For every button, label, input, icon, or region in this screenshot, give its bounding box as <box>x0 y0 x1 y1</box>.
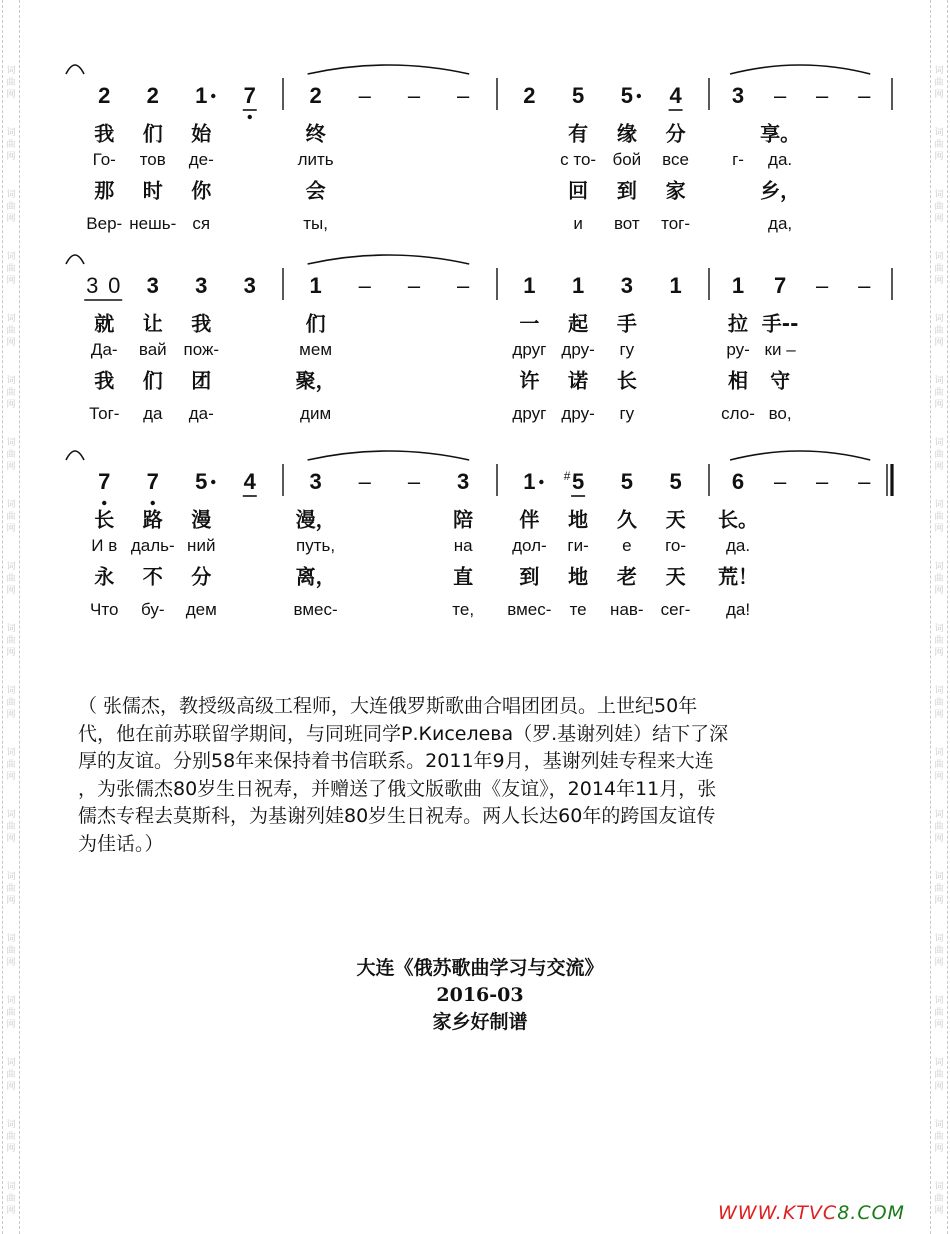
watermark-glyph: 网 <box>6 462 16 472</box>
watermark-glyph: 网 <box>6 648 16 658</box>
sustain-dash: – <box>858 273 871 298</box>
lyric-chinese: 天 <box>665 564 686 589</box>
lyric-russian: ки – <box>764 340 796 359</box>
lyric-russian: бу- <box>140 600 165 619</box>
watermark-glyph: 曲 <box>934 140 944 150</box>
watermark-glyph: 曲 <box>6 140 16 150</box>
lyric-chinese: 直 <box>453 564 474 589</box>
watermark-glyph: 网 <box>934 276 944 286</box>
lyric-russian: да- <box>188 404 214 423</box>
sustain-dash: – <box>407 469 421 494</box>
watermark-glyph: 曲 <box>934 698 944 708</box>
watermark-glyph: 词 <box>934 810 944 820</box>
lyric-chinese: 地 <box>568 507 589 532</box>
note-digit: 4 <box>243 469 256 494</box>
sustain-dash: – <box>773 83 787 108</box>
lyric-chinese: 拉 <box>728 311 749 336</box>
lyric-russian: друг <box>512 404 547 423</box>
note-digit: 3 <box>86 273 99 298</box>
watermark-glyph: 词 <box>6 438 16 448</box>
watermark-glyph: 网 <box>934 896 944 906</box>
lyric-chinese: 时 <box>142 178 163 203</box>
note-digit: 5 <box>571 469 585 494</box>
note-digit: 5 <box>195 469 208 494</box>
lyric-chinese: 离， <box>295 564 336 589</box>
lyric-russian: нав- <box>610 600 644 619</box>
lyric-russian: да. <box>768 150 793 169</box>
lyric-chinese: 荒！ <box>718 564 759 589</box>
watermark-glyph: 曲 <box>6 574 16 584</box>
watermark-glyph: 词 <box>934 438 944 448</box>
lyric-chinese: 到 <box>616 178 637 203</box>
lyric-russian: пож- <box>183 340 220 359</box>
watermark-glyph: 词 <box>934 500 944 510</box>
lyric-russian: г- <box>732 150 744 169</box>
lyric-chinese: 聚， <box>295 368 336 393</box>
lyric-russian: ты, <box>303 214 328 233</box>
lyric-russian: е <box>622 536 632 555</box>
note-digit: 1 <box>523 469 536 494</box>
watermark-glyph: 曲 <box>6 202 16 212</box>
lyric-russian: тог- <box>661 214 691 233</box>
site-logo-part2: 8.COM <box>837 1202 905 1224</box>
watermark-glyph: 词 <box>6 562 16 572</box>
lyric-chinese: 乡， <box>760 178 801 203</box>
note-digit: 5 <box>620 83 633 108</box>
watermark-glyph: 网 <box>934 214 944 224</box>
watermark-glyph: 曲 <box>934 822 944 832</box>
watermark-glyph: 词 <box>934 624 944 634</box>
note-digit: 3 <box>309 469 322 494</box>
watermark-glyph: 网 <box>934 958 944 968</box>
note-digit: 6 <box>731 469 745 494</box>
sustain-dash: – <box>407 83 421 108</box>
lyric-chinese: 不 <box>142 564 163 589</box>
watermark-glyph: 词 <box>934 934 944 944</box>
lyric-russian: на <box>453 536 473 555</box>
watermark-glyph: 网 <box>6 958 16 968</box>
watermark-glyph: 网 <box>934 586 944 596</box>
watermark-glyph: 网 <box>6 152 16 162</box>
watermark-glyph: 网 <box>6 276 16 286</box>
watermark-glyph: 曲 <box>934 1008 944 1018</box>
watermark-glyph: 词 <box>934 748 944 758</box>
lyric-chinese: 分 <box>665 121 686 146</box>
watermark-glyph: 网 <box>934 524 944 534</box>
sustain-dash: – <box>457 83 470 108</box>
lyric-russian: да, <box>768 214 793 233</box>
watermark-glyph: 曲 <box>6 264 16 274</box>
watermark-glyph: 曲 <box>934 264 944 274</box>
lyric-chinese: 天 <box>665 507 686 532</box>
lyric-chinese: 长 <box>94 507 115 532</box>
watermark-glyph: 网 <box>934 338 944 348</box>
watermark-glyph: 词 <box>6 996 16 1006</box>
lyric-russian: гу <box>619 404 635 423</box>
sustain-dash: – <box>816 273 829 298</box>
watermark-glyph: 词 <box>934 562 944 572</box>
watermark-glyph: 词 <box>934 376 944 386</box>
lyric-russian: дем <box>185 600 217 619</box>
note-line: 儒杰专程去莫斯科，为基谢列娃80岁生日祝寿。两人长达60年的跨国友谊传 <box>78 805 716 827</box>
watermark-glyph: 词 <box>6 128 16 138</box>
note-digit: 2 <box>146 83 159 108</box>
lyric-russian: да <box>143 404 163 423</box>
note-digit: 5 <box>571 83 585 108</box>
biography-note <box>78 693 878 858</box>
note-digit: 3 <box>457 469 470 494</box>
lyric-chinese: 一 <box>519 311 540 336</box>
note-digit: 1 <box>523 273 536 298</box>
lyric-chinese: 我 <box>191 311 212 336</box>
sustain-dash: – <box>858 83 871 108</box>
watermark-glyph: 曲 <box>6 388 16 398</box>
watermark-glyph: 网 <box>934 152 944 162</box>
sustain-dash: – <box>358 83 371 108</box>
sustain-dash: – <box>407 273 421 298</box>
sharp-sign: # <box>563 469 571 483</box>
lyric-russian: те <box>569 600 587 619</box>
lyric-russian: вот <box>613 214 640 233</box>
watermark-glyph: 曲 <box>6 698 16 708</box>
credits-date: 2016-03 <box>436 984 524 1006</box>
watermark-glyph: 曲 <box>934 574 944 584</box>
lyric-chinese: 团 <box>191 368 212 393</box>
watermark-glyph: 词 <box>6 810 16 820</box>
watermark-glyph: 曲 <box>934 946 944 956</box>
watermark-glyph: 曲 <box>6 1194 16 1204</box>
lyric-russian: бой <box>612 150 642 169</box>
note-digit: 3 <box>620 273 633 298</box>
note-line: ，为张儒杰80岁生日祝寿，并赠送了俄文版歌曲《友谊》，2014年11月，张 <box>78 777 717 800</box>
lyric-russian: путь, <box>296 536 336 555</box>
watermark-glyph: 网 <box>6 1082 16 1092</box>
watermark-glyph: 网 <box>934 834 944 844</box>
sustain-dash: – <box>816 469 829 494</box>
lyric-chinese: 手 <box>616 311 637 336</box>
watermark-glyph: 网 <box>934 1020 944 1030</box>
watermark-glyph: 曲 <box>6 512 16 522</box>
watermark-glyph: 网 <box>934 1144 944 1154</box>
watermark-glyph: 曲 <box>934 884 944 894</box>
lyric-chinese: 你 <box>191 178 212 203</box>
note-digit: 5 <box>620 469 633 494</box>
note-digit: 3 <box>243 273 256 298</box>
watermark-glyph: 曲 <box>934 1132 944 1142</box>
lyric-russian: дол- <box>512 536 547 555</box>
note-digit: 5 <box>669 469 682 494</box>
lyric-russian: те, <box>452 600 475 619</box>
watermark-glyph: 词 <box>6 748 16 758</box>
watermark-glyph: 曲 <box>934 450 944 460</box>
lyric-russian: дру- <box>561 340 595 359</box>
watermark-glyph: 词 <box>6 66 16 76</box>
lyric-chinese: 长 <box>616 368 637 393</box>
watermark-glyph: 曲 <box>6 450 16 460</box>
watermark-glyph: 曲 <box>6 1008 16 1018</box>
note-digit: 2 <box>309 83 322 108</box>
watermark-glyph: 网 <box>934 648 944 658</box>
credits-author: 家乡好制谱 <box>432 1011 528 1033</box>
watermark-glyph: 网 <box>934 710 944 720</box>
watermark-glyph: 曲 <box>6 884 16 894</box>
watermark-glyph: 曲 <box>6 636 16 646</box>
watermark-glyph: 网 <box>934 772 944 782</box>
watermark-glyph: 词 <box>6 1182 16 1192</box>
lyric-chinese: 始 <box>191 121 212 146</box>
watermark-glyph: 词 <box>934 872 944 882</box>
lyric-chinese: 回 <box>568 178 589 203</box>
watermark-glyph: 网 <box>6 1144 16 1154</box>
lyric-russian: ги- <box>567 536 589 555</box>
lyric-russian: де- <box>188 150 214 169</box>
lyric-chinese: 陪 <box>453 507 474 532</box>
watermark-glyph: 网 <box>6 90 16 100</box>
note-digit: 1 <box>731 273 745 298</box>
watermark-glyph: 曲 <box>6 1132 16 1142</box>
note-digit: 7 <box>146 469 159 494</box>
note-digit: 3 <box>195 273 208 298</box>
watermark-glyph: 网 <box>6 400 16 410</box>
watermark-glyph: 曲 <box>6 946 16 956</box>
watermark-glyph: 曲 <box>934 1194 944 1204</box>
watermark-glyph: 词 <box>934 66 944 76</box>
lyric-chinese: 路 <box>142 507 163 532</box>
lyric-chinese: 终 <box>305 121 326 146</box>
lyric-russian: Что <box>90 600 119 619</box>
lyric-chinese: 手-- <box>761 311 799 336</box>
lyric-russian: го- <box>665 536 687 555</box>
lyric-chinese: 相 <box>728 368 749 393</box>
sustain-dash: – <box>358 469 371 494</box>
lyric-chinese: 许 <box>519 368 540 393</box>
lyric-chinese: 就 <box>94 311 115 336</box>
watermark-glyph: 曲 <box>934 78 944 88</box>
lyric-chinese: 们 <box>142 121 163 146</box>
watermark-glyph: 词 <box>934 1120 944 1130</box>
watermark-glyph: 网 <box>6 772 16 782</box>
lyric-chinese: 们 <box>142 368 163 393</box>
lyric-chinese: 地 <box>568 564 589 589</box>
lyric-russian: лить <box>297 150 334 169</box>
lyric-russian: Вер- <box>86 214 123 233</box>
lyric-russian: И в <box>91 536 118 555</box>
lyric-russian: даль- <box>130 536 175 555</box>
lyric-chinese: 漫 <box>191 507 212 532</box>
watermark-glyph: 网 <box>6 338 16 348</box>
lyric-russian: мем <box>299 340 333 359</box>
watermark-glyph: 网 <box>6 896 16 906</box>
lyric-russian: с то- <box>560 150 597 169</box>
sustain-dash: – <box>816 83 829 108</box>
note-digit: 2 <box>523 83 536 108</box>
lyric-chinese: 享。 <box>760 121 801 146</box>
watermark-glyph: 词 <box>934 686 944 696</box>
lyric-chinese: 到 <box>519 564 540 589</box>
lyric-russian: Тог- <box>89 404 120 423</box>
lyric-russian: сло- <box>721 404 755 423</box>
lyric-russian: сег- <box>660 600 691 619</box>
lyric-chinese: 长。 <box>718 507 759 532</box>
lyric-russian: Да- <box>90 340 118 359</box>
lyric-russian: вай <box>138 340 167 359</box>
site-logo[interactable] <box>718 1202 905 1224</box>
note-digit: 7 <box>98 469 111 494</box>
lyric-russian: гу <box>619 340 635 359</box>
watermark-glyph: 网 <box>6 834 16 844</box>
lyric-russian: да. <box>725 536 751 555</box>
lyric-chinese: 久 <box>616 507 637 532</box>
lyric-chinese: 诺 <box>568 368 589 393</box>
lyric-chinese: 有 <box>568 121 589 146</box>
watermark-glyph: 词 <box>6 1058 16 1068</box>
note-line: （ 张儒杰，教授级高级工程师，大连俄罗斯歌曲合唱团团员。上世纪50年 <box>78 695 698 717</box>
lyric-russian: ру- <box>726 340 750 359</box>
lyric-russian: друг <box>512 340 547 359</box>
watermark-glyph: 网 <box>6 1206 16 1216</box>
watermark-glyph: 曲 <box>6 1070 16 1080</box>
note-digit: 1 <box>669 273 682 298</box>
lyric-chinese: 漫， <box>295 507 336 532</box>
lyric-russian: вмес- <box>293 600 338 619</box>
watermark-glyph: 曲 <box>6 760 16 770</box>
watermark-glyph: 曲 <box>6 78 16 88</box>
watermark-glyph: 词 <box>934 1182 944 1192</box>
lyric-chinese: 起 <box>568 311 589 336</box>
watermark-glyph: 网 <box>934 400 944 410</box>
lyric-chinese: 家 <box>665 178 686 203</box>
watermark-glyph: 曲 <box>934 202 944 212</box>
watermark-glyph: 网 <box>6 1020 16 1030</box>
lyric-russian: дру- <box>561 404 595 423</box>
note-digit: 3 <box>146 273 159 298</box>
watermark-glyph: 曲 <box>6 326 16 336</box>
lyric-chinese: 缘 <box>616 121 637 146</box>
lyric-russian: все <box>662 150 689 169</box>
sustain-dash: – <box>358 273 371 298</box>
watermark-glyph: 词 <box>934 996 944 1006</box>
watermark-glyph: 词 <box>6 934 16 944</box>
watermark-glyph: 词 <box>6 190 16 200</box>
watermark-glyph: 曲 <box>934 326 944 336</box>
credits-source: 大连《俄苏歌曲学习与交流》 <box>356 957 604 979</box>
site-logo-part1: WWW.KTVC <box>718 1202 838 1224</box>
watermark-glyph: 词 <box>6 376 16 386</box>
watermark-glyph: 词 <box>6 872 16 882</box>
lyric-chinese: 守 <box>770 368 791 393</box>
note-digit: 3 <box>731 83 745 108</box>
sustain-dash: – <box>773 469 787 494</box>
note-digit: 1 <box>571 273 585 298</box>
credits <box>330 955 630 1036</box>
watermark-glyph: 曲 <box>934 388 944 398</box>
watermark-glyph: 词 <box>6 314 16 324</box>
note-line: 代，他在前苏联留学期间，与同班同学Р.Киселева（罗.基谢列娃）结下了深 <box>78 722 729 745</box>
lyric-russian: вмес- <box>507 600 552 619</box>
lyric-russian: во, <box>768 404 792 423</box>
note-digit: 1 <box>309 273 322 298</box>
lyric-chinese: 我 <box>94 368 115 393</box>
watermark-glyph: 网 <box>934 90 944 100</box>
lyric-chinese: 那 <box>94 178 115 203</box>
note-digit: 0 <box>108 273 121 298</box>
watermark-glyph: 词 <box>6 624 16 634</box>
lyric-chinese: 会 <box>305 178 326 203</box>
watermark-glyph: 词 <box>934 314 944 324</box>
watermark-glyph: 曲 <box>934 636 944 646</box>
watermark-glyph: 词 <box>934 252 944 262</box>
watermark-glyph: 曲 <box>934 760 944 770</box>
watermark-glyph: 词 <box>6 500 16 510</box>
lyric-russian: Го- <box>92 150 116 169</box>
note-digit: 1 <box>195 83 208 108</box>
watermark-glyph: 词 <box>934 1058 944 1068</box>
lyric-chinese: 我 <box>94 121 115 146</box>
note-digit: 4 <box>669 83 682 108</box>
sustain-dash: – <box>858 469 871 494</box>
watermark-glyph: 词 <box>6 1120 16 1130</box>
lyric-chinese: 老 <box>616 564 637 589</box>
watermark-glyph: 曲 <box>6 822 16 832</box>
lyric-russian: да! <box>725 600 751 619</box>
watermark-glyph: 网 <box>6 524 16 534</box>
lyric-russian: ся <box>192 214 211 233</box>
note-digit: 7 <box>773 273 787 298</box>
watermark-glyph: 曲 <box>934 1070 944 1080</box>
lyric-russian: ний <box>187 536 216 555</box>
note-digit: 2 <box>98 83 111 108</box>
watermark-glyph: 网 <box>6 586 16 596</box>
watermark-glyph: 网 <box>934 1082 944 1092</box>
watermark-glyph: 网 <box>934 462 944 472</box>
watermark-glyph: 网 <box>6 710 16 720</box>
watermark-glyph: 网 <box>6 214 16 224</box>
note-digit: 7 <box>243 83 256 108</box>
lyric-russian: и <box>573 214 583 233</box>
lyric-chinese: 让 <box>142 311 163 336</box>
watermark-glyph: 词 <box>934 190 944 200</box>
lyric-russian: нешь- <box>129 214 177 233</box>
lyric-chinese: 永 <box>94 564 115 589</box>
lyric-chinese: 们 <box>305 311 326 336</box>
watermark-glyph: 词 <box>6 252 16 262</box>
watermark-glyph: 词 <box>934 128 944 138</box>
note-line: 厚的友谊。分别58年来保持着书信联系。2011年9月，基谢列娃专程来大连 <box>78 750 714 772</box>
watermark-glyph: 网 <box>934 1206 944 1216</box>
watermark-glyph: 曲 <box>934 512 944 522</box>
lyric-chinese: 伴 <box>519 507 540 532</box>
lyric-chinese: 分 <box>191 564 212 589</box>
watermark-glyph: 词 <box>6 686 16 696</box>
sustain-dash: – <box>457 273 470 298</box>
lyric-russian: тов <box>139 150 166 169</box>
lyric-russian: дим <box>300 404 332 423</box>
note-line: 为佳话。） <box>78 832 164 855</box>
